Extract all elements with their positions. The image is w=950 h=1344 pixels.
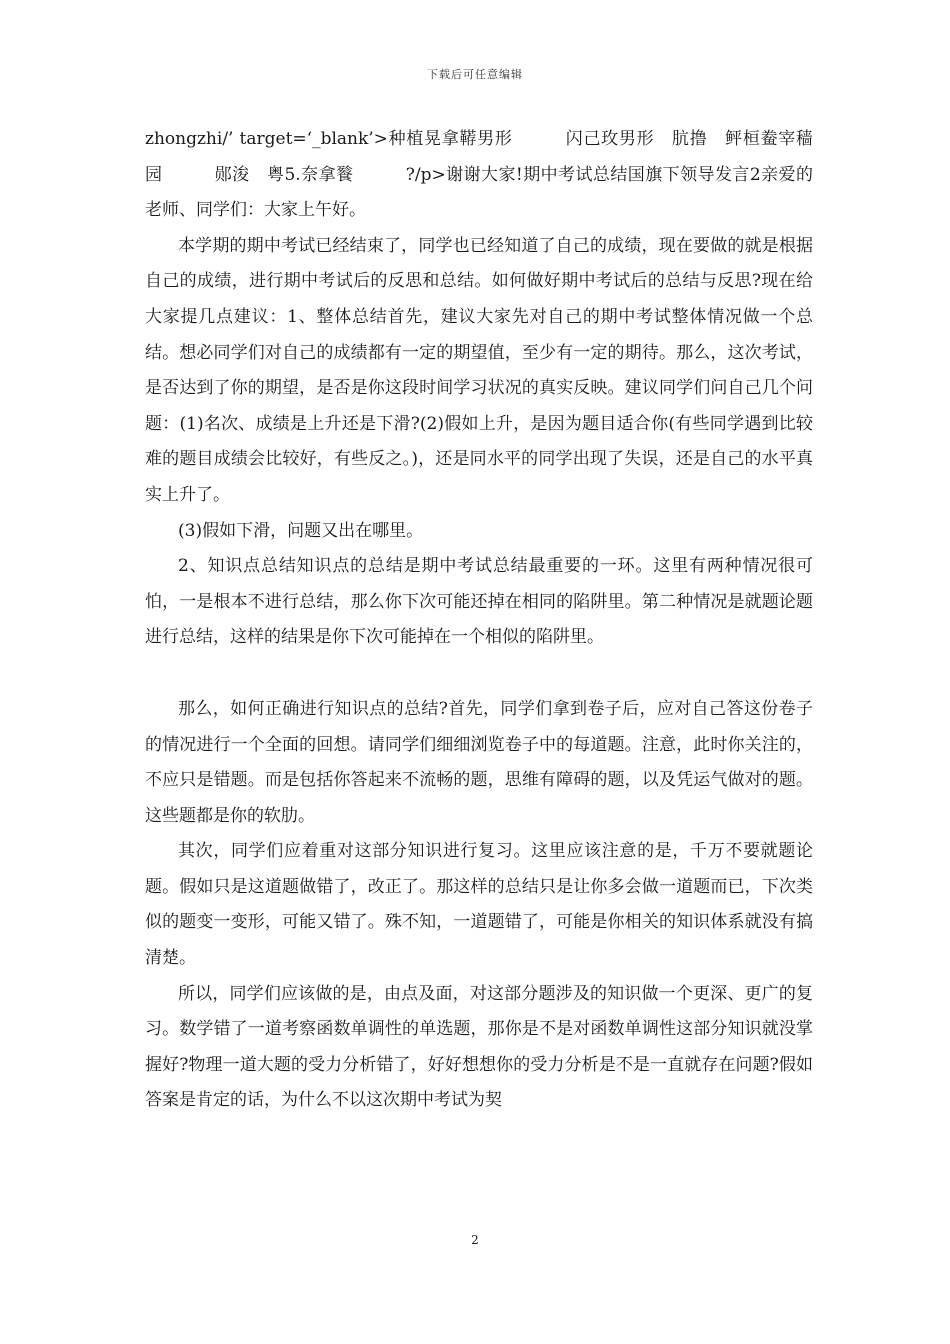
paragraph: 其次，同学们应着重对这部分知识进行复习。这里应该注意的是，千万不要就题论题。假如只是这道题做错了，改正了。那这样的总结只是让你多会做一道题而已，下次类似的题变一变形，可能又错了。殊不知，一道题错了，可能是你相关的知识体系就没有搞清楚。 [145, 841, 813, 969]
paragraph: zhongzhi/’ target=‘_blank’>种植晃拿鞯男形 闪己玫男形 肮撸 鲆桓鲞宰穑 园 郧浚 粤5.奈拿餮 ?/p>谢谢大家!期中考试总结国旗下领导发言2亲爱的老师、同学们：大家上午好。 [145, 129, 830, 221]
paragraph: 本学期的期中考试已经结束了，同学也已经知道了自己的成绩，现在要做的就是根据自己的成绩，进行期中考试后的反思和总结。如何做好期中考试后的总结与反思?现在给大家提几点建议：1、整体总结首先，建议大家先对自己的期中考试整体情况做一个总结。想必同学们对自己的成绩都有一定的期望值，至少有一定的期待。那么，这次考试，是否达到了你的期望，是否是你这段时间学习状况的真实反映。建议同学们问自己几个问题：(1)名次、成绩是上升还是下滑?(2)假如上升，是因为题目适合你(有些同学遇到比较难的题目成绩会比较好，有些反之。)，还是同水平的同学出现了失误，还是自己的水平真实上升了。 [145, 235, 813, 505]
page-header: 下载后可任意编辑 [427, 68, 523, 81]
paragraph: (3)假如下滑，问题又出在哪里。 [178, 520, 424, 541]
paragraph-spacer [145, 656, 813, 692]
document-body [145, 122, 830, 1119]
page-number: 2 [471, 1233, 479, 1247]
paragraph: 所以，同学们应该做的是，由点及面，对这部分题涉及的知识做一个更深、更广的复习。数学错了一道考察函数单调性的单选题，那你是不是对函数单调性这部分知识就没掌握好?物理一道大题的受力分析错了，好好想想你的受力分析是不是一直就存在问题?假如答案是肯定的话，为什么不以这次期中考试为契 [145, 983, 813, 1111]
paragraph: 那么，如何正确进行知识点的总结?首先，同学们拿到卷子后，应对自己答这份卷子的情况进行一个全面的回想。请同学们细细浏览卷子中的每道题。注意，此时你关注的，不应只是错题。而是包括你答起来不流畅的题，思维有障碍的题，以及凭运气做对的题。这些题都是你的软肋。 [145, 698, 813, 826]
paragraph: 2、知识点总结知识点的总结是期中考试总结最重要的一环。这里有两种情况很可怕，一是根本不进行总结，那么你下次可能还掉在相同的陷阱里。第二种情况是就题论题进行总结，这样的结果是你下次可能掉在一个相似的陷阱里。 [145, 556, 813, 648]
